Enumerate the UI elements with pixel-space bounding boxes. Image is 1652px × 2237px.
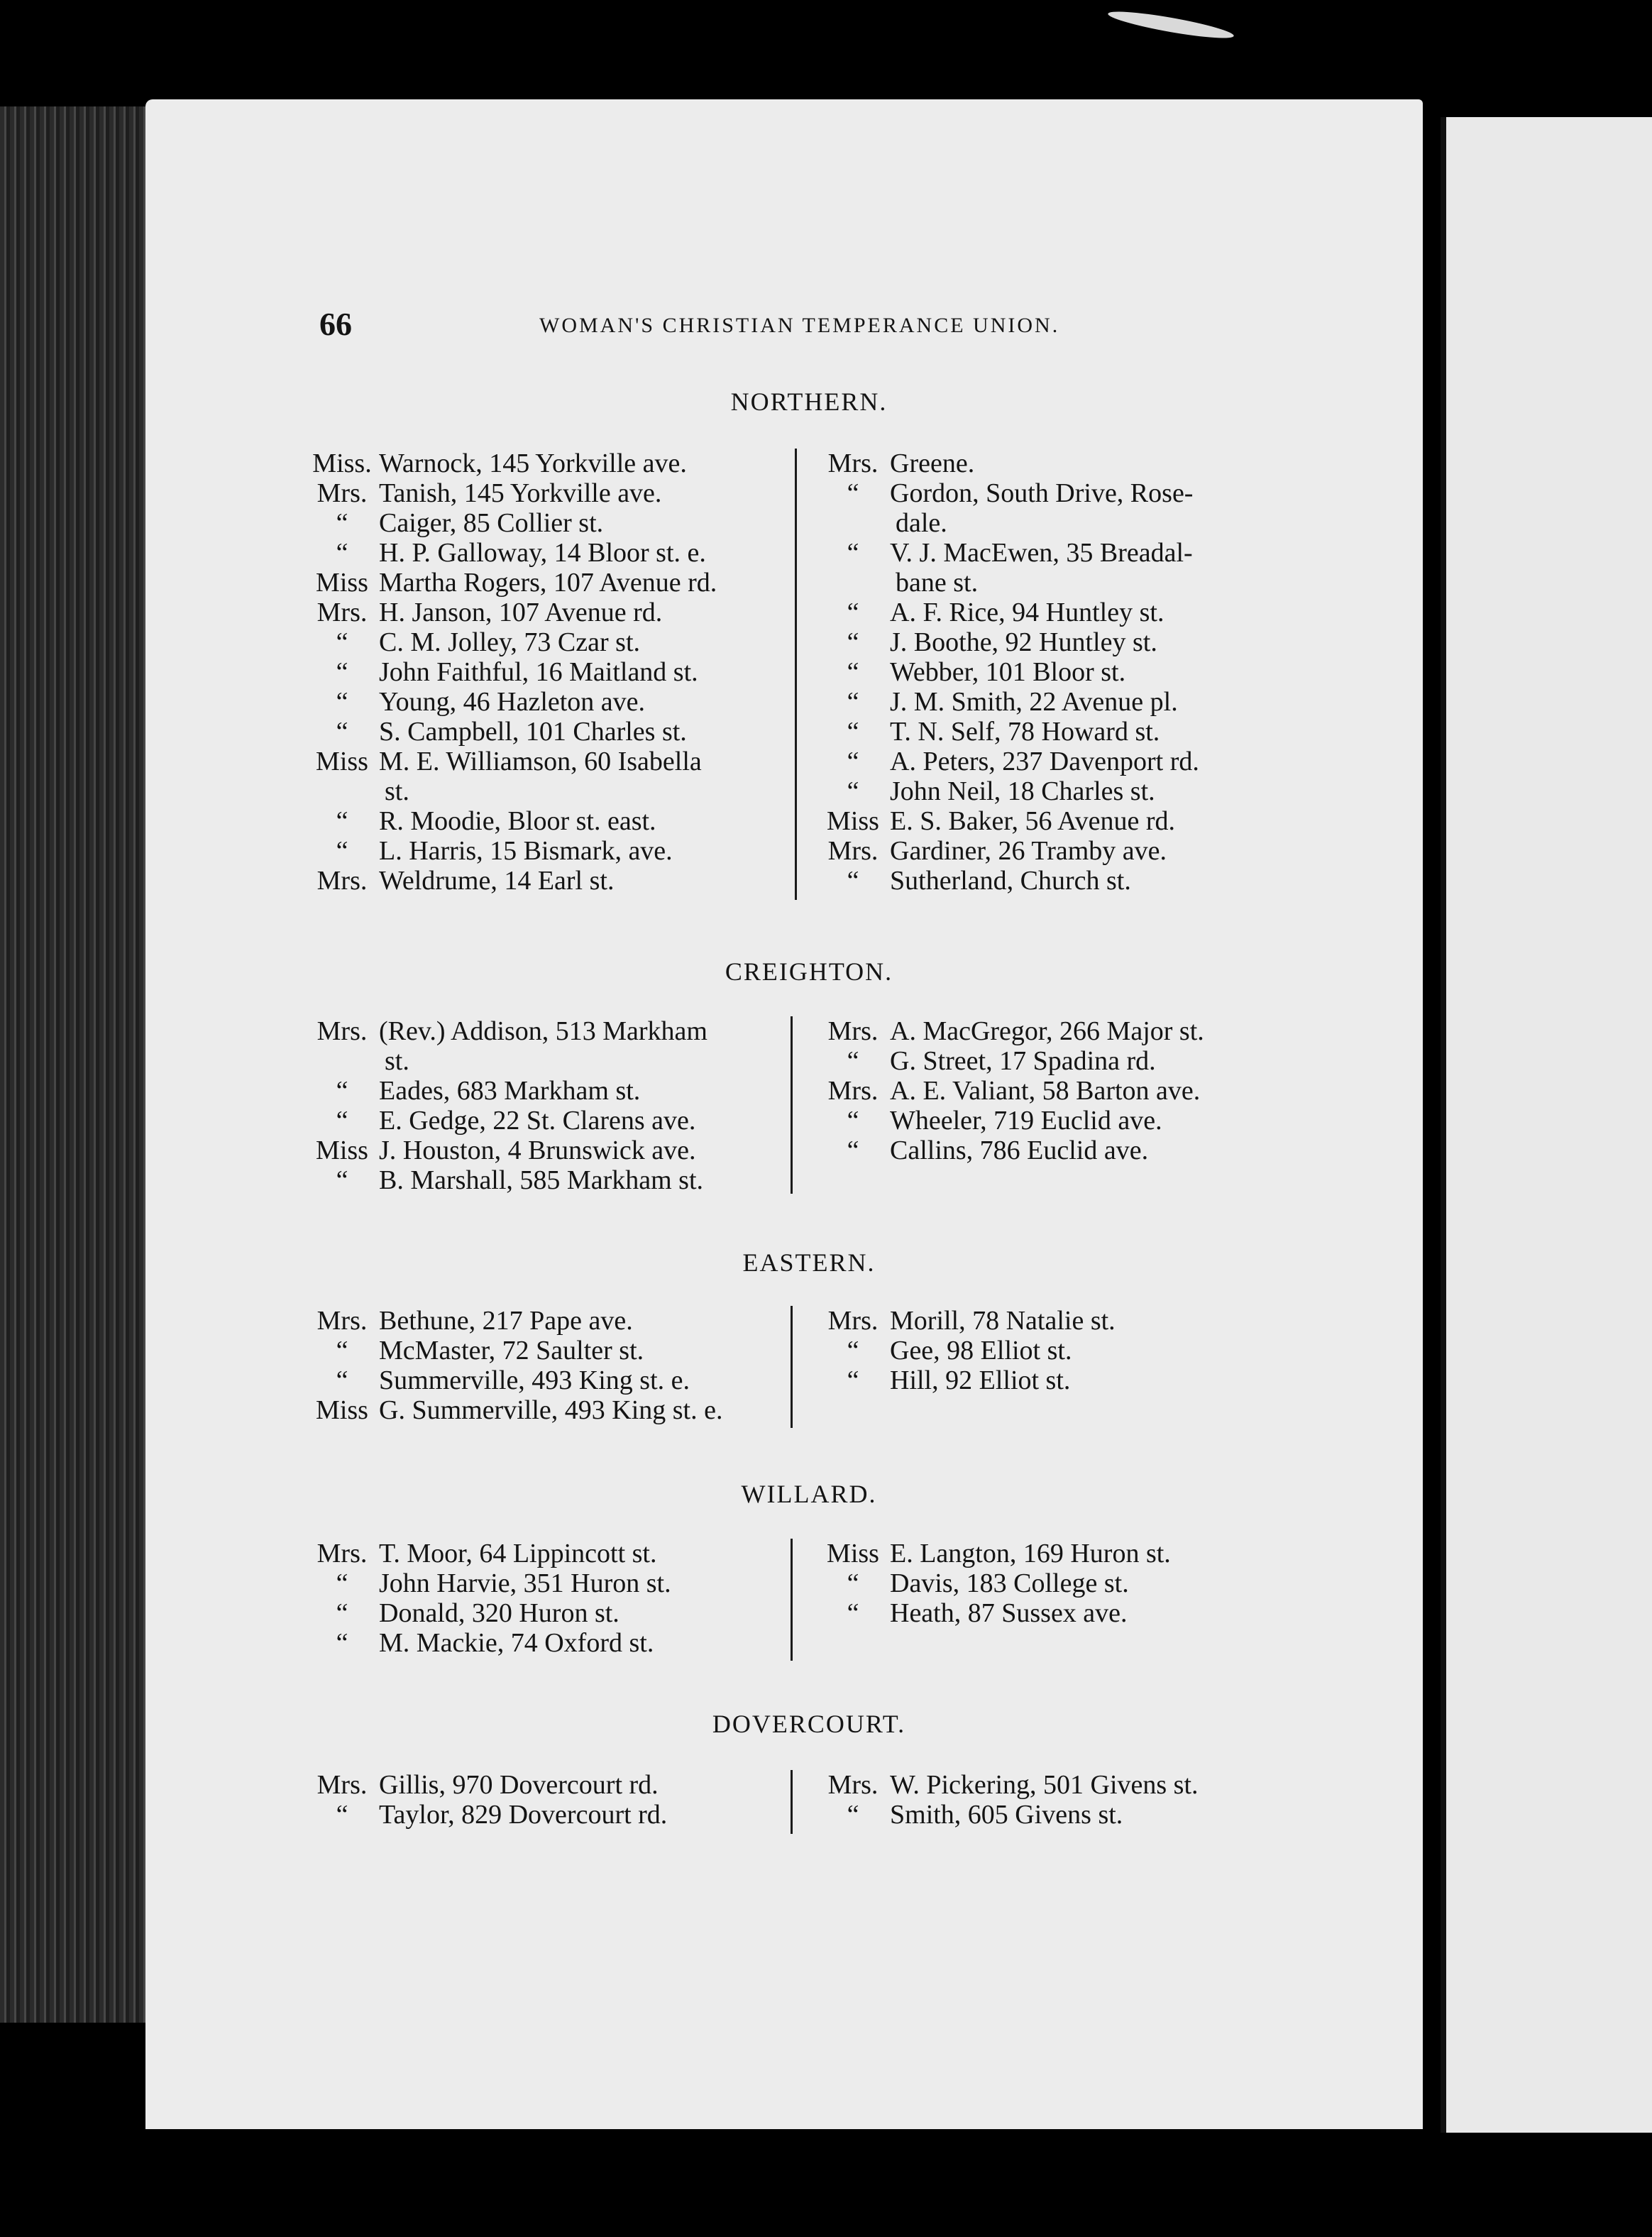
entry-title-prefix: Mrs. (827, 449, 879, 478)
entry-name-address: bane st. (896, 568, 979, 598)
entry-name-address: S. Campbell, 101 Charles st. (379, 717, 687, 747)
directory-entry (305, 1306, 788, 1336)
entry-name-address: A. F. Rice, 94 Huntley st. (890, 598, 1164, 627)
willard-left-column (305, 1539, 788, 1658)
directory-entry (816, 1365, 1284, 1395)
entry-name-address: st. (385, 1046, 409, 1076)
directory-entry (305, 1539, 788, 1568)
entry-name-address: Hill, 92 Elliot st. (890, 1365, 1071, 1395)
eastern-left-column (305, 1306, 788, 1425)
directory-entry (305, 866, 788, 896)
directory-entry (816, 1046, 1284, 1076)
entry-title-prefix: Mrs. (316, 1016, 368, 1046)
entry-name-address: Tanish, 145 Yorkville ave. (379, 478, 662, 508)
directory-entry (816, 1306, 1284, 1336)
entry-title-prefix: Mrs. (827, 836, 879, 866)
entry-title-prefix: “ (336, 1800, 348, 1830)
directory-entry (816, 568, 1284, 598)
column-divider (795, 449, 797, 900)
entry-name-address: A. MacGregor, 266 Major st. (890, 1016, 1204, 1046)
directory-entry (305, 776, 788, 806)
entry-name-address: E. S. Baker, 56 Avenue rd. (890, 806, 1175, 836)
entry-name-address: W. Pickering, 501 Givens st. (890, 1770, 1199, 1800)
entry-title-prefix: “ (847, 1598, 859, 1628)
entry-title-prefix: “ (847, 1800, 859, 1830)
entry-name-address: John Faithful, 16 Maitland st. (379, 657, 698, 687)
directory-entry (816, 836, 1284, 866)
entry-name-address: Eades, 683 Markham st. (379, 1076, 641, 1106)
directory-entry (305, 1336, 788, 1365)
directory-entry (305, 1770, 788, 1800)
directory-entry (816, 627, 1284, 657)
book-page-edges (0, 106, 149, 2023)
directory-entry (816, 508, 1284, 538)
entry-name-address: Greene. (890, 449, 975, 478)
entry-name-address: L. Harris, 15 Bismark, ave. (379, 836, 673, 866)
directory-entry (305, 1136, 788, 1165)
entry-title-prefix: Miss (827, 1539, 879, 1568)
entry-name-address: M. E. Williamson, 60 Isabella (379, 747, 702, 776)
dovercourt-right-column (816, 1770, 1284, 1830)
column-divider (791, 1770, 793, 1834)
entry-title-prefix: “ (847, 627, 859, 657)
entry-name-address: Heath, 87 Sussex ave. (890, 1598, 1128, 1628)
directory-entry (816, 1800, 1284, 1830)
directory-entry (305, 1106, 788, 1136)
section-eastern (305, 1306, 1313, 1434)
directory-entry (816, 1136, 1284, 1165)
entry-name-address: (Rev.) Addison, 513 Markham (379, 1016, 707, 1046)
entry-title-prefix: Miss (316, 1395, 368, 1425)
directory-entry (305, 1628, 788, 1658)
directory-entry (305, 1598, 788, 1628)
page-number: 66 (319, 306, 352, 342)
entry-title-prefix: Mrs. (827, 1016, 879, 1046)
directory-entry (816, 1336, 1284, 1365)
directory-entry (305, 806, 788, 836)
entry-name-address: C. M. Jolley, 73 Czar st. (379, 627, 641, 657)
entry-title-prefix: Mrs. (316, 1539, 368, 1568)
northern-left-column (305, 449, 788, 896)
directory-entry (816, 717, 1284, 747)
entry-name-address: Sutherland, Church st. (890, 866, 1131, 896)
entry-title-prefix: Miss. (312, 449, 372, 478)
entry-title-prefix: “ (847, 1365, 859, 1395)
entry-name-address: A. E. Valiant, 58 Barton ave. (890, 1076, 1201, 1106)
entry-title-prefix: “ (336, 1365, 348, 1395)
entry-name-address: Weldrume, 14 Earl st. (379, 866, 615, 896)
directory-entry (816, 687, 1284, 717)
directory-entry (816, 806, 1284, 836)
adjacent-page-edge (1441, 117, 1652, 2133)
directory-entry (305, 508, 788, 538)
entry-title-prefix: Mrs. (827, 1076, 879, 1106)
entry-title-prefix: Mrs. (316, 478, 368, 508)
directory-entry (305, 449, 788, 478)
entry-title-prefix: “ (847, 717, 859, 747)
entry-title-prefix: “ (336, 1076, 348, 1106)
entry-name-address: H. Janson, 107 Avenue rd. (379, 598, 663, 627)
entry-title-prefix: “ (336, 1568, 348, 1598)
entry-title-prefix: “ (336, 1165, 348, 1195)
entry-name-address: T. N. Self, 78 Howard st. (890, 717, 1160, 747)
directory-entry (816, 1770, 1284, 1800)
entry-title-prefix: Miss (827, 806, 879, 836)
entry-title-prefix: “ (336, 627, 348, 657)
entry-name-address: Wheeler, 719 Euclid ave. (890, 1106, 1162, 1136)
page-header (319, 305, 1114, 348)
entry-title-prefix: “ (336, 508, 348, 538)
creighton-right-column (816, 1016, 1284, 1165)
entry-name-address: st. (385, 776, 409, 806)
section-heading-dovercourt: DOVERCOURT. (712, 1710, 906, 1738)
entry-title-prefix: “ (336, 1106, 348, 1136)
entry-title-prefix: “ (847, 1568, 859, 1598)
entry-title-prefix: “ (847, 538, 859, 568)
entry-name-address: B. Marshall, 585 Markham st. (379, 1165, 704, 1195)
entry-name-address: McMaster, 72 Saulter st. (379, 1336, 644, 1365)
directory-entry (305, 1395, 788, 1425)
directory-entry (816, 1568, 1284, 1598)
entry-title-prefix: “ (336, 806, 348, 836)
directory-entry (305, 747, 788, 776)
entry-name-address: Smith, 605 Givens st. (890, 1800, 1123, 1830)
directory-entry (305, 1016, 788, 1046)
entry-name-address: Webber, 101 Bloor st. (890, 657, 1126, 687)
directory-entry (305, 836, 788, 866)
entry-title-prefix: “ (336, 687, 348, 717)
entry-name-address: Martha Rogers, 107 Avenue rd. (379, 568, 717, 598)
directory-entry (305, 687, 788, 717)
directory-entry (305, 478, 788, 508)
entry-title-prefix: “ (847, 1046, 859, 1076)
entry-title-prefix: “ (336, 836, 348, 866)
entry-title-prefix: “ (847, 866, 859, 896)
entry-title-prefix: “ (336, 717, 348, 747)
entry-name-address: H. P. Galloway, 14 Bloor st. e. (379, 538, 706, 568)
section-heading-willard: WILLARD. (741, 1480, 877, 1508)
entry-name-address: Donald, 320 Huron st. (379, 1598, 620, 1628)
willard-right-column (816, 1539, 1284, 1628)
entry-title-prefix: Miss (316, 747, 368, 776)
directory-entry (816, 449, 1284, 478)
entry-name-address: Gardiner, 26 Tramby ave. (890, 836, 1167, 866)
entry-title-prefix: “ (847, 1106, 859, 1136)
entry-name-address: Caiger, 85 Collier st. (379, 508, 604, 538)
entry-name-address: dale. (896, 508, 947, 538)
entry-title-prefix: Miss (316, 1136, 368, 1165)
entry-name-address: T. Moor, 64 Lippincott st. (379, 1539, 657, 1568)
entry-title-prefix: Miss (316, 568, 368, 598)
entry-title-prefix: Mrs. (316, 1770, 368, 1800)
directory-entry (816, 1076, 1284, 1106)
column-divider (791, 1539, 793, 1661)
entry-name-address: Gee, 98 Elliot st. (890, 1336, 1072, 1365)
entry-name-address: Gillis, 970 Dovercourt rd. (379, 1770, 659, 1800)
directory-entry (816, 1106, 1284, 1136)
entry-name-address: Callins, 786 Euclid ave. (890, 1136, 1149, 1165)
entry-title-prefix: Mrs. (827, 1770, 879, 1800)
entry-title-prefix: “ (336, 538, 348, 568)
entry-name-address: John Neil, 18 Charles st. (890, 776, 1155, 806)
directory-entry (816, 478, 1284, 508)
entry-name-address: Gordon, South Drive, Rose- (890, 478, 1194, 508)
directory-entry (305, 1800, 788, 1830)
section-heading-northern: NORTHERN. (730, 388, 888, 416)
running-title: WOMAN'S CHRISTIAN TEMPERANCE UNION. (539, 314, 1060, 337)
entry-name-address: J. Boothe, 92 Huntley st. (890, 627, 1157, 657)
entry-title-prefix: “ (847, 687, 859, 717)
section-creighton (305, 1016, 1313, 1201)
entry-title-prefix: “ (336, 1628, 348, 1658)
directory-entry (816, 1016, 1284, 1046)
entry-name-address: G. Summerville, 493 King st. e. (379, 1395, 723, 1425)
directory-entry (305, 1076, 788, 1106)
directory-entry (816, 747, 1284, 776)
entry-title-prefix: “ (847, 657, 859, 687)
directory-entry (816, 538, 1284, 568)
column-divider (791, 1306, 793, 1428)
entry-name-address: Young, 46 Hazleton ave. (379, 687, 646, 717)
entry-name-address: John Harvie, 351 Huron st. (379, 1568, 671, 1598)
column-divider (791, 1016, 793, 1194)
entry-name-address: R. Moodie, Bloor st. east. (379, 806, 656, 836)
directory-entry (305, 598, 788, 627)
directory-entry (816, 1539, 1284, 1568)
directory-entry (816, 657, 1284, 687)
section-willard (305, 1539, 1313, 1666)
directory-entry (305, 717, 788, 747)
creighton-left-column (305, 1016, 788, 1195)
directory-entry (816, 598, 1284, 627)
directory-entry (305, 1365, 788, 1395)
directory-entry (305, 538, 788, 568)
entry-title-prefix: “ (847, 747, 859, 776)
entry-name-address: J. M. Smith, 22 Avenue pl. (890, 687, 1178, 717)
entry-title-prefix: Mrs. (316, 1306, 368, 1336)
entry-name-address: A. Peters, 237 Davenport rd. (890, 747, 1199, 776)
directory-entry (305, 1165, 788, 1195)
entry-name-address: Warnock, 145 Yorkville ave. (379, 449, 687, 478)
section-heading-creighton: CREIGHTON. (725, 957, 893, 986)
directory-entry (816, 866, 1284, 896)
directory-entry (305, 1568, 788, 1598)
section-heading-eastern: EASTERN. (742, 1248, 876, 1277)
directory-entry (305, 568, 788, 598)
entry-name-address: Morill, 78 Natalie st. (890, 1306, 1116, 1336)
entry-title-prefix: “ (847, 776, 859, 806)
directory-entry (305, 627, 788, 657)
eastern-right-column (816, 1306, 1284, 1395)
section-dovercourt (305, 1770, 1313, 1841)
directory-entry (305, 657, 788, 687)
entry-name-address: J. Houston, 4 Brunswick ave. (379, 1136, 696, 1165)
entry-title-prefix: Mrs. (316, 598, 368, 627)
section-northern (305, 449, 1313, 903)
entry-title-prefix: “ (336, 657, 348, 687)
entry-name-address: Bethune, 217 Pape ave. (379, 1306, 633, 1336)
entry-title-prefix: Mrs. (827, 1306, 879, 1336)
directory-entry (305, 1046, 788, 1076)
scan-artifact (1107, 7, 1235, 43)
entry-title-prefix: “ (336, 1336, 348, 1365)
dovercourt-left-column (305, 1770, 788, 1830)
entry-name-address: E. Langton, 169 Huron st. (890, 1539, 1171, 1568)
entry-name-address: M. Mackie, 74 Oxford st. (379, 1628, 654, 1658)
entry-name-address: V. J. MacEwen, 35 Breadal- (890, 538, 1193, 568)
northern-right-column (816, 449, 1284, 896)
entry-title-prefix: “ (847, 598, 859, 627)
entry-title-prefix: “ (847, 1136, 859, 1165)
entry-name-address: Davis, 183 College st. (890, 1568, 1129, 1598)
entry-name-address: G. Street, 17 Spadina rd. (890, 1046, 1156, 1076)
entry-name-address: Taylor, 829 Dovercourt rd. (379, 1800, 668, 1830)
entry-title-prefix: Mrs. (316, 866, 368, 896)
entry-name-address: E. Gedge, 22 St. Clarens ave. (379, 1106, 696, 1136)
directory-entry (816, 1598, 1284, 1628)
entry-name-address: Summerville, 493 King st. e. (379, 1365, 690, 1395)
entry-title-prefix: “ (847, 1336, 859, 1365)
entry-title-prefix: “ (847, 478, 859, 508)
directory-entry (816, 776, 1284, 806)
entry-title-prefix: “ (336, 1598, 348, 1628)
